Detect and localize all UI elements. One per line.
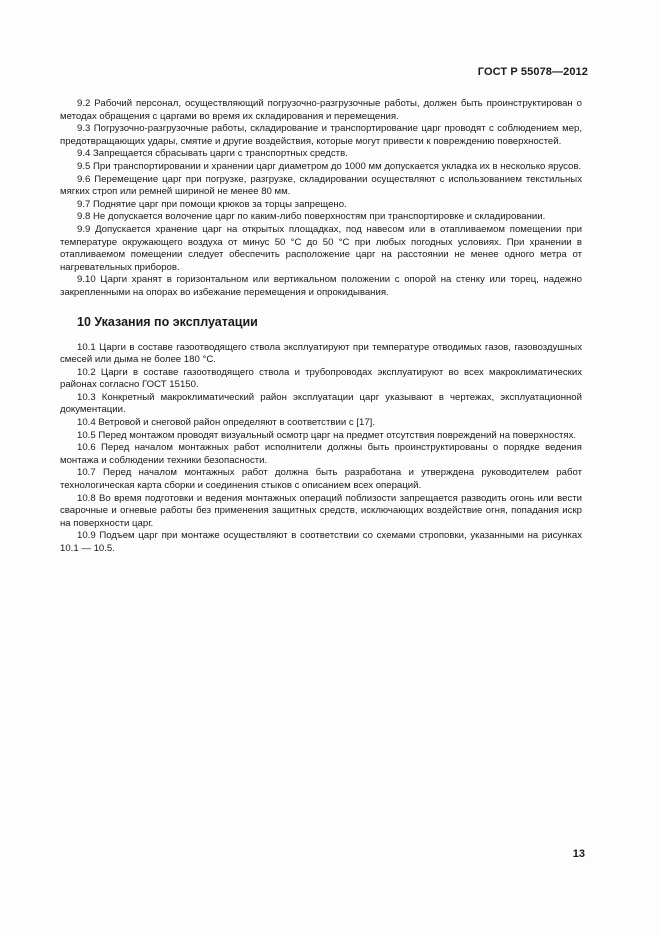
- paragraph-10-6: 10.6 Перед началом монтажных работ исполнители должны быть проинструктированы о порядке ведения монтажа и соблюдении техники безопасности.: [60, 442, 582, 466]
- document-code-header: ГОСТ Р 55078—2012: [477, 66, 588, 78]
- paragraph-10-9: 10.9 Подъем царг при монтаже осуществляют в соответствии со схемами строповки, указанными на рисунках 10.1 — 10.5.: [60, 530, 582, 554]
- paragraph-10-7: 10.7 Перед началом монтажных работ должна быть разработана и утверждена руководителем работ технологическая карта сборки и соединения стыков с описанием всех операций.: [60, 467, 582, 492]
- paragraph-10-8: 10.8 Во время подготовки и ведения монтажных операций поблизости запрещается разводить огонь или вести сварочные и огневые работы без применения защитных средств, исключающих воздействие огня, попадания искр на поверхности царг.: [60, 492, 582, 529]
- paragraph-9-5: 9.5 При транспортировании и хранении царг диаметром до 1000 мм допускается укладка их в несколько ярусов.: [77, 160, 582, 172]
- paragraph-9-8: 9.8 Не допускается волочение царг по каким-либо поверхностям при транспортировке и складировании.: [77, 211, 546, 223]
- paragraph-9-3: 9.3 Погрузочно-разгрузочные работы, складирование и транспортирование царг проводят с соблюдением мер, предотвращающих удары, смятие и другие воздействия, которые могут привести к повреждению поверхностей.: [60, 123, 582, 147]
- paragraph-9-2: 9.2 Рабочий персонал, осуществляющий погрузочно-разгрузочные работы, должен быть проинструктирован о методах обращения с царгами во время их складирования и перемещения.: [60, 98, 582, 122]
- document-body: [60, 98, 582, 556]
- paragraph-9-10: 9.10 Царги хранят в горизонтальном или вертикальном положении с опорой на стенку или торец, надежно закрепленными на опорах во избежание перемещения и опрокидывания.: [60, 274, 582, 298]
- paragraph-10-3: 10.3 Конкретный макроклиматический район эксплуатации царг указывают в чертежах, эксплуатационной документации.: [60, 391, 582, 416]
- paragraph-9-9: 9.9 Допускается хранение царг на открытых площадках, под навесом или в отапливаемом помещении при температуре окружающего воздуха от минус 50 °С до 50 °С при любых погодных условиях. При хранении в отапливаемом помещении следует обеспечить расположение царг на расстоянии не менее одного метра от нагревательных приборов.: [60, 223, 582, 273]
- paragraph-9-6: 9.6 Перемещение царг при погрузке, разгрузке, складировании осуществляют с использованием текстильных мягких строп или ремней шириной не менее 80 мм.: [60, 173, 582, 198]
- paragraph-9-7: 9.7 Поднятие царг при помощи крюков за торцы запрещено.: [77, 198, 347, 210]
- page-number: 13: [572, 848, 585, 860]
- paragraph-10-2: 10.2 Царги в составе газоотводящего ствола и трубопроводах эксплуатируют во всех макроклиматических районах согласно ГОСТ 15150.: [60, 366, 582, 391]
- paragraph-10-5: 10.5 Перед монтажом проводят визуальный осмотр царг на предмет отсутствия повреждений на поверхностях.: [77, 429, 577, 441]
- paragraph-10-1: 10.1 Царги в составе газоотводящего ствола эксплуатируют при температуре отводимых газов, газовоздушных смесей или дыма не более 180 °С.: [60, 341, 582, 366]
- paragraph-10-4: 10.4 Ветровой и снеговой район определяют в соответствии с [17].: [77, 417, 375, 429]
- paragraph-9-4: 9.4 Запрещается сбрасывать царги с транспортных средств.: [77, 148, 348, 160]
- section-10-title: 10 Указания по эксплуатации: [77, 314, 258, 329]
